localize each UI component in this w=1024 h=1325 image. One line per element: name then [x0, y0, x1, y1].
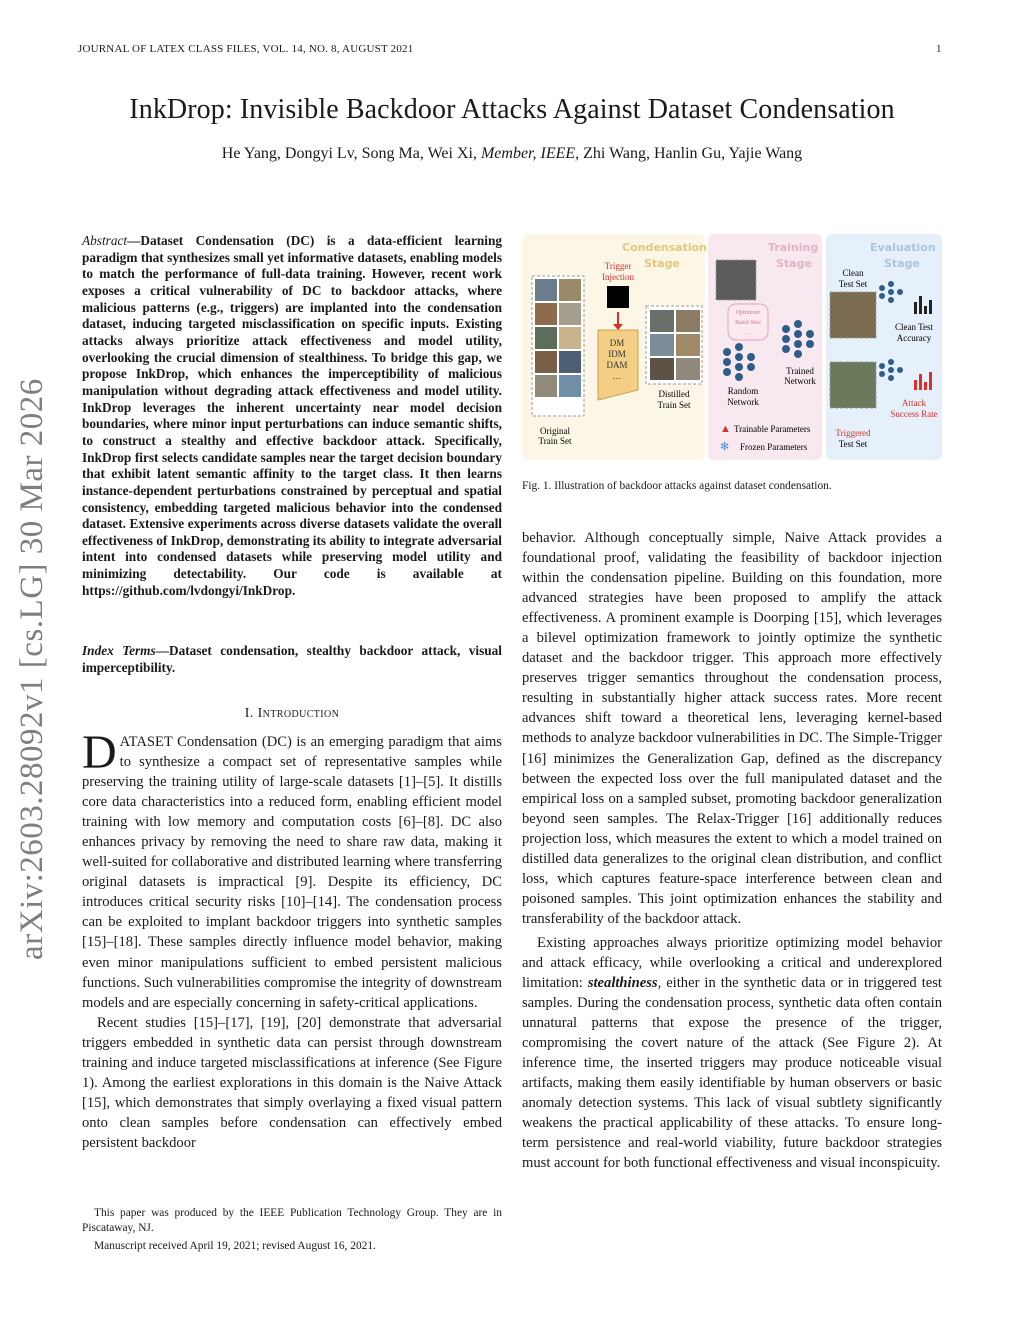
arxiv-stamp: arXiv:2603.28092v1 [cs.LG] 30 Mar 2026	[14, 378, 50, 960]
right-p2-emphasis: stealthiness	[587, 975, 658, 992]
attack-sr-label-2: Success Rate	[890, 409, 938, 419]
index-terms	[82, 643, 502, 676]
training-stage-label-1: Training	[768, 241, 819, 254]
method-idm: IDM	[608, 349, 626, 359]
clean-test-images	[830, 292, 876, 338]
distilled-label-1: Distilled	[658, 389, 690, 399]
right-paragraph-2	[522, 933, 942, 1174]
index-terms-text: —Dataset condensation, stealthy backdoor attack, visual imperceptibility.	[82, 643, 502, 675]
distilled-label-2: Train Set	[657, 400, 691, 410]
attack-sr-label-1: Attack	[902, 398, 926, 408]
clean-acc-label-1: Clean Test	[895, 322, 933, 332]
footnote-line-1: This paper was produced by the IEEE Publication Technology Group. They are in Piscataway, NJ.	[82, 1207, 502, 1234]
clean-test-label-2: Test Set	[838, 279, 868, 289]
snowflake-icon: ✻	[720, 441, 730, 453]
right-p2-a: Existing approaches always prioritize optimizing model behavior and attack efficacy, while overlooking a critical and underexplored limitation:	[522, 934, 942, 992]
flame-icon: ▲	[720, 423, 731, 435]
running-header: JOURNAL OF LATEX CLASS FILES, VOL. 14, NO. 8, AUGUST 2021	[78, 43, 414, 55]
original-train-set-images	[532, 276, 584, 416]
condensation-stage-label-2: Stage	[644, 257, 680, 270]
optimizer-etc: …	[745, 330, 751, 336]
random-network-label-2: Network	[727, 397, 759, 407]
batch-images	[716, 260, 756, 300]
distilled-train-set-images	[646, 306, 702, 384]
intro-text	[82, 726, 502, 1153]
batch-size-text: Batch Size	[735, 320, 761, 326]
authors-before: He Yang, Dongyi Lv, Song Ma, Wei Xi,	[221, 145, 481, 162]
authors-member: Member, IEEE,	[480, 145, 580, 162]
triggered-test-label-2: Test Set	[838, 439, 868, 449]
section-heading	[82, 706, 502, 722]
section-title: Introduction	[257, 706, 340, 721]
abstract-text: —Dataset Condensation (DC) is a data-efficient learning paradigm that synthesizes small yet informative datasets, enabling models to match the performance of full-data training. However, recent work exposes a critical vulnerability of DC to backdoor attacks, where malicious patterns (e.g., triggers) are implanted into the condensation dataset, inducing targeted misclassification on specific inputs. Existing attacks always prioritize attack effectiveness and model utility, overlooking the crucial dimension of stealthiness. To bridge this gap, we propose InkDrop, which enhances the imperceptibility of malicious manipulation without degrading attack effectiveness and model utility. InkDrop leverages the inherent uncertainty near model decision boundaries, where minor input perturbations can induce semantic shifts, to construct a stealthy and effective backdoor attack. Specifically, InkDrop first selects candidate samples near the target decision boundary that exhibit latent semantic affinity to the target class. It then learns instance-dependent perturbations constrained by perceptual and spatial consistency, embedding targeted malicious behavior into the condensed dataset. Extensive experiments across diverse datasets validate the overall effectiveness of InkDrop, demonstrating its ability to integrate adversarial intent into condensed datasets while preserving model utility and minimizing detectability. Our code is available at https://github.com/lvdongyi/InkDrop.	[82, 233, 502, 598]
original-train-set-label-1: Original	[540, 426, 570, 436]
trainable-label: Trainable Parameters	[734, 424, 811, 434]
abstract	[82, 233, 502, 599]
original-train-set-label-2: Train Set	[538, 436, 572, 446]
page-number: 1	[936, 43, 942, 55]
trigger-injection-label-2: Injection	[602, 272, 634, 282]
paper-title: InkDrop: Invisible Backdoor Attacks Against Dataset Condensation	[129, 94, 895, 125]
section-number: I.	[244, 706, 254, 721]
intro-paragraph-1: ATASET Condensation (DC) is an emerging paradigm that aims to synthesize a compact set of representative samples while preserving the training utility of large-scale datasets [1]–[5]. It distills core data characteristics into a reduced form, enabling efficient model training with low memory and computation costs [6]–[8]. DC also enhances privacy by removing the need to share raw data, making it well-suited for collaborative and distributed learning where transferring original datasets is impractical [9]. Despite its efficiency, DC introduces critical security risks [10]–[14]. The condensation process can be exploited to implant backdoor triggers into synthetic samples [15]–[18]. These samples directly influence model behavior, making even minor manipulations sufficient to embed persistent malicious functions. Such vulnerabilities compromise the integrity of downstream models and are especially concerning in safety-critical applications.	[82, 734, 502, 1011]
right-p2-b: , either in the synthetic data or in triggered test samples. During the condensation process, synthetic data often contain unnatural patterns that expose the presence of the trigger, compromising the covert nature of the attack (See Figure 2). At inference time, the inserted triggers may produce noticeable visual artifacts, making them easily identifiable by human observers or basic anomaly detection systems. This lack of visual subtlety significantly weakens the practical applicability of these attacks. To ensure long-term persistence and real-world viability, future backdoor strategies must account for both functional effectiveness and visual inconspicuity.	[522, 975, 942, 1172]
trigger-injection-label-1: Trigger	[604, 261, 632, 271]
figure-1-diagram	[522, 234, 942, 460]
trained-network-label-2: Network	[784, 376, 816, 386]
optimizer-text: Optimizer	[735, 310, 761, 316]
figure-caption: Fig. 1. Illustration of backdoor attacks against dataset condensation.	[522, 480, 832, 492]
trigger-pattern	[607, 286, 629, 308]
training-stage-label-2: Stage	[776, 257, 812, 270]
condensation-stage-label-1: Condensation	[622, 241, 708, 254]
triggered-test-images	[830, 362, 876, 408]
clean-acc-label-2: Accuracy	[896, 333, 932, 343]
footnote	[82, 1206, 502, 1254]
trained-network-label-1: Trained	[786, 366, 814, 376]
index-terms-label: Index Terms	[82, 643, 156, 658]
authors-after: Zhi Wang, Hanlin Gu, Yajie Wang	[579, 145, 803, 162]
method-dam: DAM	[606, 360, 628, 370]
footnote-line-2: Manuscript received April 19, 2021; revised August 16, 2021.	[94, 1240, 376, 1252]
evaluation-stage-label-2: Stage	[884, 257, 920, 270]
frozen-label: Frozen Parameters	[740, 442, 808, 452]
abstract-label: Abstract	[82, 233, 128, 248]
clean-test-label-1: Clean	[842, 268, 864, 278]
drop-cap: D	[82, 726, 117, 779]
author-list	[0, 145, 1024, 163]
intro-paragraph-2: Recent studies [15]–[17], [19], [20] demonstrate that adversarial triggers embedded in synthetic data can persist through downstream training and induce targeted misclassifications at inference (See Figure 1). Among the earliest explorations in this domain is the Naive Attack [15], which demonstrates that simply overlaying a fixed visual pattern onto clean samples before condensation can effectively embed persistent backdoor	[82, 1014, 502, 1151]
evaluation-stage-label-1: Evaluation	[870, 241, 936, 254]
method-etc: …	[612, 371, 622, 381]
right-column-text	[522, 528, 942, 1174]
right-paragraph-1: behavior. Although conceptually simple, Naive Attack provides a foundational proof, validating the feasibility of backdoor injection within the condensation pipeline. Building on this foundation, more advanced strategies have been proposed to amplify the attack effectiveness. A prominent example is Doorping [15], which leverages a bilevel optimization framework to jointly optimize the synthetic dataset and the backdoor trigger. This approach more effectively preserves trigger semantics throughout the condensation process, resulting in substantially higher attack success rates. More recent advances shift toward a theoretical lens, leveraging kernel-based methods to analyze backdoor vulnerabilities in DC. The Simple-Trigger [16] minimizes the Generalization Gap, defined as the discrepancy between the expected loss over the full manipulated dataset and the empirical loss on a sampled subset, promoting backdoor generalization beyond seen samples. The Relax-Trigger [16] additionally reduces projection loss, which measures the extent to which a model trained on distilled data generalizes to the original clean distribution, and conflict loss, which captures feature-space interference between clean and poisoned samples. This joint optimization enhances the stability and transferability of the backdoor attack.	[522, 530, 942, 927]
random-network-label-1: Random	[727, 386, 759, 396]
triggered-test-label-1: Triggered	[835, 428, 871, 438]
method-dm: DM	[609, 338, 625, 348]
